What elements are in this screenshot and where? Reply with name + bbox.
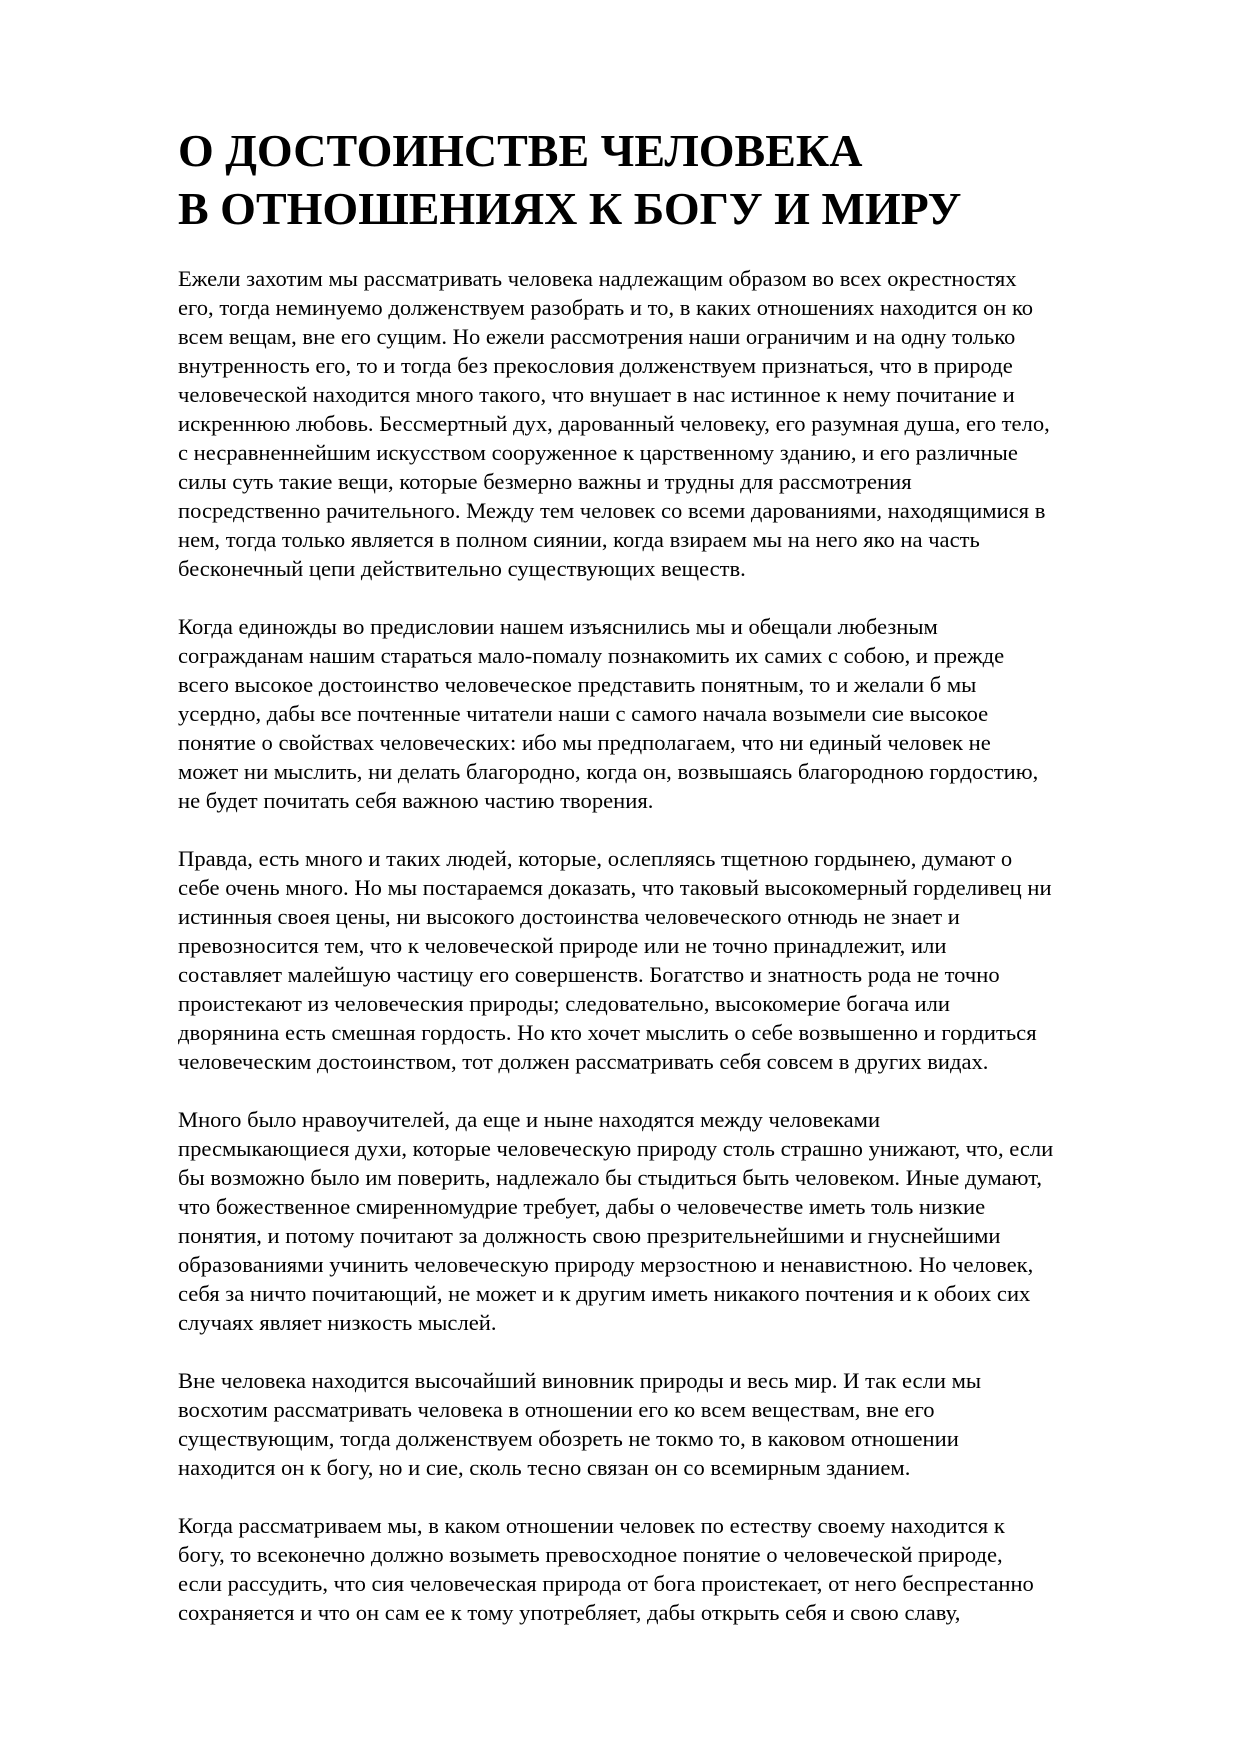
paragraph bbox=[178, 612, 1158, 815]
text-line: посредственно рачительного. Между тем человек со всеми дарованиями, находящимися в bbox=[178, 498, 1046, 523]
text-line: проистекают из человеческия природы; следовательно, высокомерие богача или bbox=[178, 991, 950, 1016]
text-line: внутренность его, то и тогда без прекословия долженствуем признаться, что в природе bbox=[178, 353, 1013, 378]
text-line: образованиями учинить человеческую природу мерзостною и ненавистною. Но человек, bbox=[178, 1252, 1034, 1277]
text-line: существующим, тогда долженствуем обозреть не токмо то, в каковом отношении bbox=[178, 1426, 959, 1451]
document-title bbox=[178, 122, 961, 238]
text-line: что божественное смиренномудрие требует, дабы о человечестве иметь толь низкие bbox=[178, 1194, 986, 1219]
paragraph bbox=[178, 1105, 1158, 1337]
text-line: Правда, есть много и таких людей, которые, ослепляясь тщетною гордынею, думают о bbox=[178, 846, 1013, 871]
text-line: дворянина есть смешная гордость. Но кто хочет мыслить о себе возвышенно и гордиться bbox=[178, 1020, 1037, 1045]
text-line: Ежели захотим мы рассматривать человека надлежащим образом во всех окрестностях bbox=[178, 266, 1017, 291]
paragraph bbox=[178, 264, 1158, 583]
paragraph bbox=[178, 1511, 1158, 1627]
text-line: всего высокое достоинство человеческое представить понятным, то и желали б мы bbox=[178, 672, 977, 697]
text-line: истинныя своея цены, ни высокого достоинства человеческого отнюдь не знает и bbox=[178, 904, 960, 929]
text-line: бесконечный цепи действительно существующих веществ. bbox=[178, 556, 746, 581]
text-line: сохраняется и что он сам ее к тому употребляет, дабы открыть себя и свою славу, bbox=[178, 1600, 961, 1625]
text-line: силы суть такие вещи, которые безмерно важны и трудны для рассмотрения bbox=[178, 469, 912, 494]
text-line: восхотим рассматривать человека в отношении его ко всем веществам, вне его bbox=[178, 1397, 935, 1422]
text-line: понятие о свойствах человеческих: ибо мы предполагаем, что ни единый человек не bbox=[178, 730, 991, 755]
text-line: его, тогда неминуемо долженствуем разобрать и то, в каких отношениях находится он ко bbox=[178, 295, 1034, 320]
text-line: усердно, дабы все почтенные читатели наши с самого начала возымели сие высокое bbox=[178, 701, 989, 726]
text-line: Много было нравоучителей, да еще и ныне находятся между человеками bbox=[178, 1107, 881, 1132]
text-line: искреннюю любовь. Бессмертный дух, дарованный человеку, его разумная душа, его тело, bbox=[178, 411, 1050, 436]
text-line: Когда единожды во предисловии нашем изъяснились мы и обещали любезным bbox=[178, 614, 938, 639]
text-line: человеческой находится много такого, что внушает в нас истинное к нему почитание и bbox=[178, 382, 1015, 407]
text-line: согражданам нашим стараться мало-помалу познакомить их самих с собою, и прежде bbox=[178, 643, 1005, 668]
text-line: с несравненнейшим искусством сооруженное к царственному зданию, и его различные bbox=[178, 440, 1018, 465]
text-line: превозносится тем, что к человеческой природе или не точно принадлежит, или bbox=[178, 933, 947, 958]
text-line: не будет почитать себя важною частию творения. bbox=[178, 788, 654, 813]
text-line: понятия, и потому почитают за должность свою презрительнейшими и гнуснейшими bbox=[178, 1223, 1001, 1248]
text-line: случаях являет низкость мыслей. bbox=[178, 1310, 497, 1335]
text-line: если рассудить, что сия человеческая природа от бога проистекает, от него беспрестанно bbox=[178, 1571, 1034, 1596]
text-line: себе очень много. Но мы постараемся доказать, что таковый высокомерный горделивец ни bbox=[178, 875, 1052, 900]
text-line: Вне человека находится высочайший виновник природы и весь мир. И так если мы bbox=[178, 1368, 982, 1393]
text-line: Когда рассматриваем мы, в каком отношении человек по естеству своему находится к bbox=[178, 1513, 1005, 1538]
paragraph bbox=[178, 1366, 1158, 1482]
text-line: пресмыкающиеся духи, которые человеческую природу столь страшно унижают, что, если bbox=[178, 1136, 1054, 1161]
title-line: В ОТНОШЕНИЯХ К БОГУ И МИРУ bbox=[178, 183, 962, 234]
title-line: О ДОСТОИНСТВЕ ЧЕЛОВЕКА bbox=[178, 125, 863, 176]
text-line: человеческим достоинством, тот должен рассматривать себя совсем в других видах. bbox=[178, 1049, 989, 1074]
text-line: богу, то всеконечно должно возыметь превосходное понятие о человеческой природе, bbox=[178, 1542, 1003, 1567]
text-line: бы возможно было им поверить, надлежало бы стыдиться быть человеком. Иные думают, bbox=[178, 1165, 1043, 1190]
text-line: находится он к богу, но и сие, сколь тесно связан он со всемирным зданием. bbox=[178, 1455, 911, 1480]
paragraph bbox=[178, 844, 1158, 1076]
text-line: составляет малейшую частицу его совершенств. Богатство и знатность рода не точно bbox=[178, 962, 1000, 987]
text-line: себя за ничто почитающий, не может и к другим иметь никакого почтения и к обоих сих bbox=[178, 1281, 1031, 1306]
document-body bbox=[178, 264, 1158, 1656]
text-line: всем вещам, вне его сущим. Но ежели рассмотрения наши ограничим и на одну только bbox=[178, 324, 1016, 349]
text-line: может ни мыслить, ни делать благородно, когда он, возвышаясь благородною гордостию, bbox=[178, 759, 1039, 784]
text-line: нем, тогда только является в полном сиянии, когда взираем мы на него яко на часть bbox=[178, 527, 980, 552]
